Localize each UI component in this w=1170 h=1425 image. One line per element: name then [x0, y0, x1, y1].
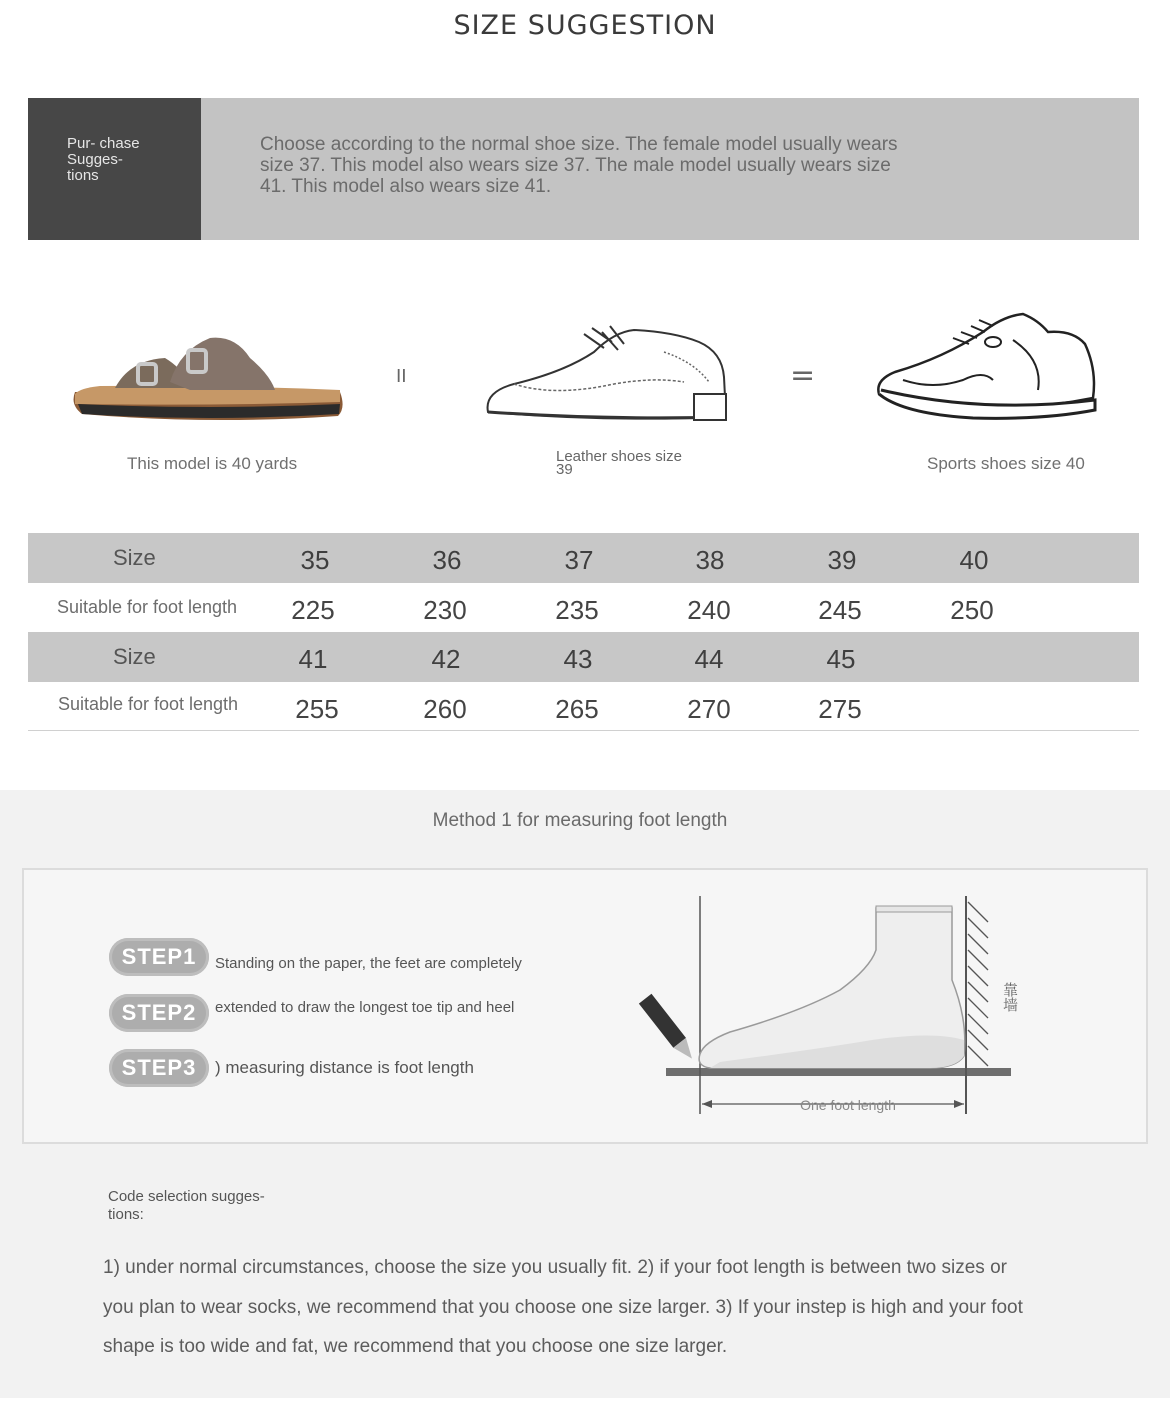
sandal-illustration — [70, 330, 345, 425]
purchase-text: Choose according to the normal shoe size. The female model usually wears size 37. This model also wears size 37. The male model usually wears size 41. This model also wears size 41. — [260, 134, 898, 197]
table-cell: 235 — [555, 595, 599, 625]
table-cell: 37 — [564, 545, 594, 575]
table-cell: 35 — [300, 545, 330, 575]
table-cell: 45 — [826, 644, 856, 674]
wall-label: 靠墙 — [1001, 982, 1019, 1012]
table-cell: 43 — [563, 644, 593, 674]
table-cell: 230 — [423, 595, 467, 625]
purchase-suggestion-banner — [28, 98, 1139, 240]
equals-symbol: = — [790, 358, 816, 393]
table-cell: 275 — [818, 694, 862, 724]
sandal-caption: This model is 40 yards — [127, 454, 298, 473]
row-label: Size — [113, 644, 156, 669]
table-cell: 225 — [291, 595, 335, 625]
leather-shoe-illustration — [484, 322, 732, 424]
equivalence-symbol: II — [396, 366, 407, 387]
table-cell: 40 — [959, 545, 989, 575]
table-cell: 44 — [694, 644, 724, 674]
table-cell: 245 — [818, 595, 862, 625]
page-title: SIZE SUGGESTION — [453, 10, 717, 41]
table-cell: 270 — [687, 694, 731, 724]
table-row — [28, 583, 1139, 633]
code-selection-text: 1) under normal circumstances, choose the size you usually fit. 2) if your foot length is between two sizes or you plan to wear socks, we recommend that you choose one size larger. 3) If your instep is high and your foot shape is too wide and fat, we recommend that you choose one size larger. — [103, 1257, 1023, 1357]
table-cell: 255 — [295, 694, 339, 724]
purchase-label-box — [28, 98, 201, 240]
table-row — [28, 632, 1139, 682]
table-cell: 265 — [555, 694, 599, 724]
table-cell: 250 — [950, 595, 994, 625]
table-row — [28, 533, 1139, 583]
method-title: Method 1 for measuring foot length — [432, 810, 728, 831]
code-selection-title: Code selection sugges- tions: — [108, 1188, 265, 1223]
table-cell: 240 — [687, 595, 731, 625]
step-badge: STEP2 — [109, 994, 209, 1032]
row-label: Size — [113, 545, 156, 570]
table-cell: 260 — [423, 694, 467, 724]
row-label: Suitable for foot length — [57, 694, 239, 714]
table-divider — [28, 730, 1139, 731]
step-badge: STEP3 — [109, 1049, 209, 1087]
leather-caption: Leather shoes size 39 — [556, 448, 682, 478]
step-text: Standing on the paper, the feet are completely — [215, 955, 522, 972]
step-text: extended to draw the longest toe tip and heel — [215, 999, 515, 1016]
purchase-label: Pur- chase Sugges- tions — [67, 135, 140, 184]
step-badge: STEP1 — [109, 938, 209, 976]
row-label: Suitable for foot length — [56, 597, 238, 617]
foot-measure-diagram — [630, 890, 1020, 1120]
step-text: ) measuring distance is foot length — [215, 1058, 474, 1077]
table-cell: 38 — [695, 545, 725, 575]
foot-length-label: One foot length — [800, 1097, 896, 1113]
table-cell: 36 — [432, 545, 462, 575]
table-cell: 39 — [827, 545, 857, 575]
table-cell: 41 — [298, 644, 328, 674]
sports-caption: Sports shoes size 40 — [927, 454, 1085, 473]
table-row — [28, 682, 1139, 732]
sports-shoe-illustration — [873, 310, 1101, 426]
table-cell: 42 — [431, 644, 461, 674]
